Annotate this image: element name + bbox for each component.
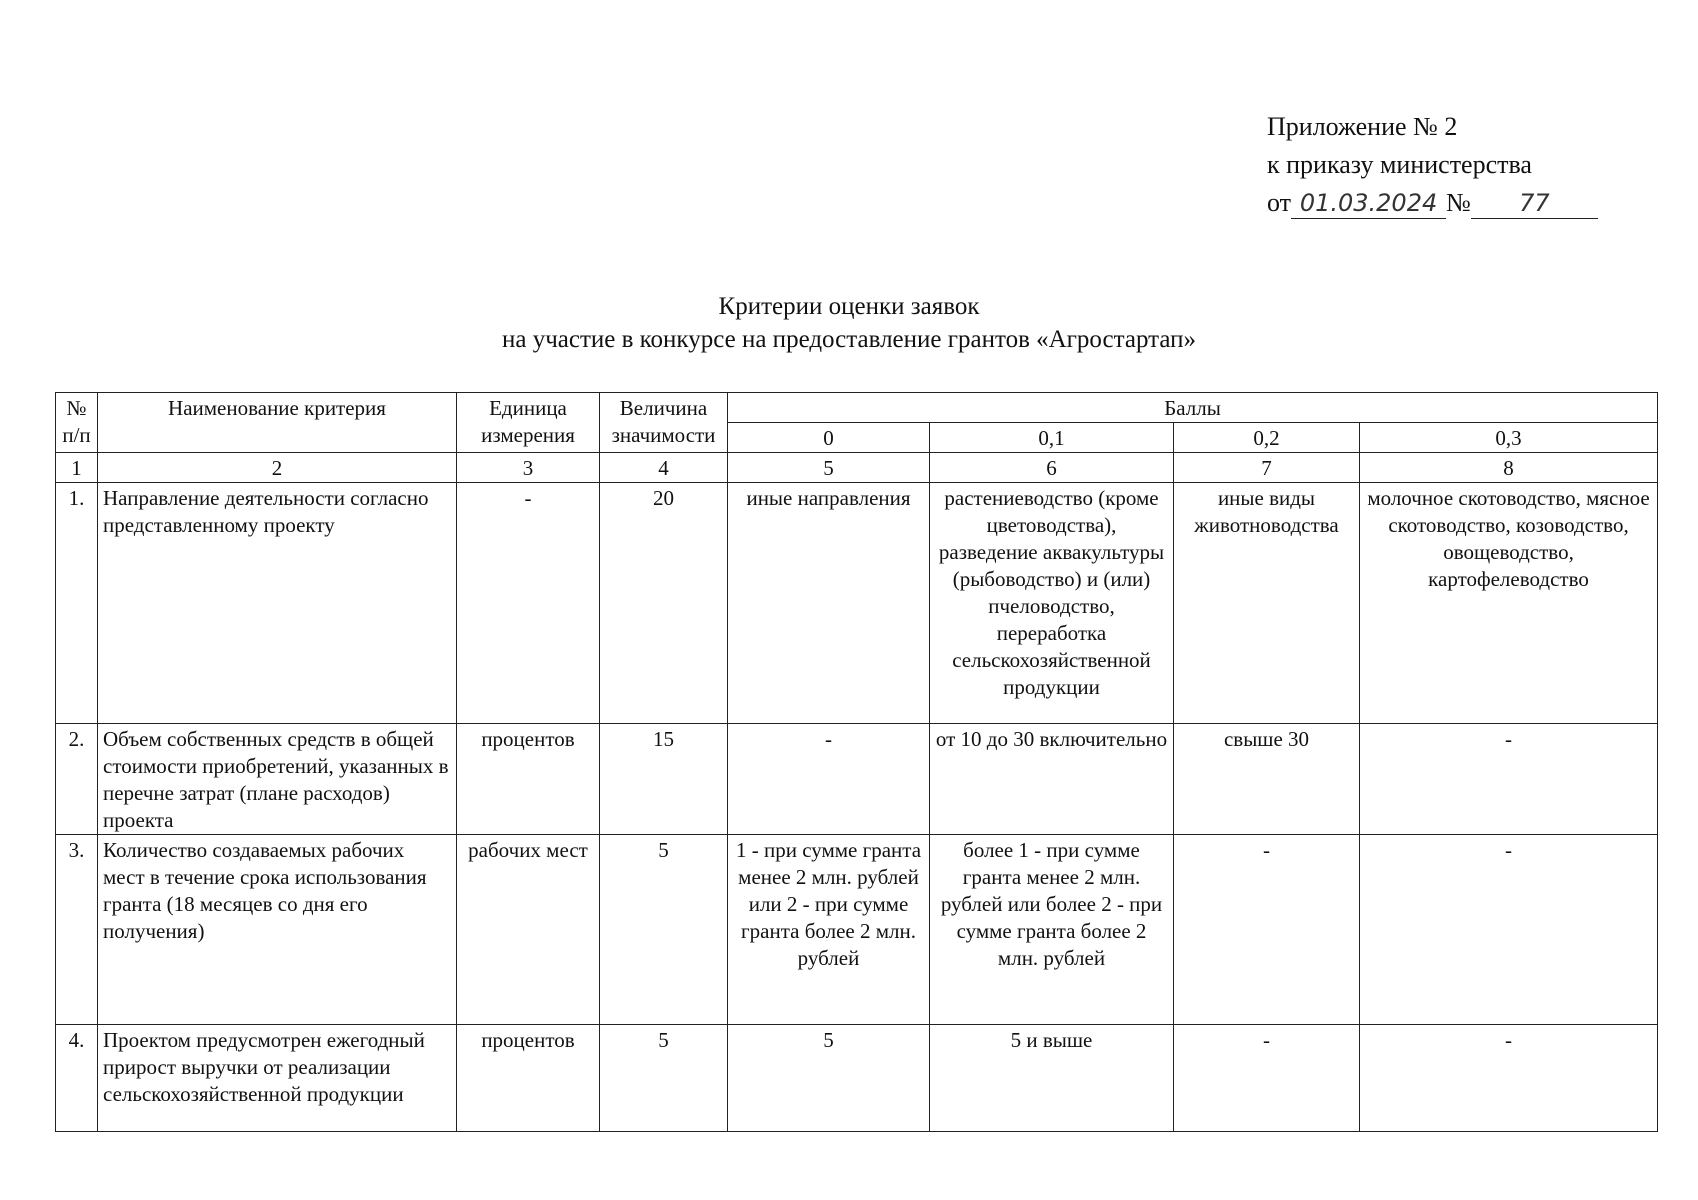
header-number: № п/п	[56, 393, 98, 453]
column-number: 3	[457, 453, 600, 483]
from-label: от	[1267, 188, 1292, 217]
document-title	[0, 290, 1698, 356]
points-01-cell: растениеводство (кроме цветоводства), разведение аквакультуры (рыбоводство) и (или) пчеловодство, переработка сельскохозяйственной продукции	[930, 483, 1174, 724]
table-header-row	[56, 393, 1658, 423]
unit-cell: рабочих мест	[457, 835, 600, 1025]
points-01-cell: более 1 - при сумме гранта менее 2 млн. рублей или более 2 - при сумме гранта более 2 млн. рублей	[930, 835, 1174, 1025]
unit-cell: процентов	[457, 724, 600, 835]
handwritten-number: 77	[1471, 188, 1598, 219]
points-03-cell: -	[1360, 1025, 1658, 1132]
header-points: Баллы	[728, 393, 1658, 423]
table-row	[56, 724, 1658, 835]
title-line-1: Критерии оценки заявок	[718, 293, 980, 320]
points-02-cell: -	[1174, 835, 1360, 1025]
row-number: 4.	[56, 1025, 98, 1132]
column-number: 7	[1174, 453, 1360, 483]
points-01-cell: от 10 до 30 включительно	[930, 724, 1174, 835]
header-significance: Величина значимости	[600, 393, 728, 453]
attachment-block	[1267, 108, 1627, 222]
significance-cell: 5	[600, 1025, 728, 1132]
header-points-01: 0,1	[930, 423, 1174, 453]
significance-cell: 15	[600, 724, 728, 835]
points-02-cell: иные виды животноводства	[1174, 483, 1360, 724]
criterion-name: Количество создаваемых рабочих мест в течение срока использования гранта (18 месяцев со дня его получения)	[98, 835, 457, 1025]
points-01-cell: 5 и выше	[930, 1025, 1174, 1132]
points-02-cell: свыше 30	[1174, 724, 1360, 835]
points-03-cell: -	[1360, 835, 1658, 1025]
points-0-cell: -	[728, 724, 930, 835]
header-points-03: 0,3	[1360, 423, 1658, 453]
column-number: 1	[56, 453, 98, 483]
significance-cell: 20	[600, 483, 728, 724]
table-row	[56, 1025, 1658, 1132]
header-points-02: 0,2	[1174, 423, 1360, 453]
header-unit: Единица измерения	[457, 393, 600, 453]
attachment-title: Приложение № 2	[1267, 112, 1458, 141]
handwritten-date: 01.03.2024	[1291, 188, 1446, 219]
points-0-cell: 5	[728, 1025, 930, 1132]
column-number: 8	[1360, 453, 1658, 483]
column-number: 5	[728, 453, 930, 483]
unit-cell: -	[457, 483, 600, 724]
unit-cell: процентов	[457, 1025, 600, 1132]
attachment-date-number-line	[1267, 184, 1627, 222]
header-criterion: Наименование критерия	[98, 393, 457, 453]
table-row	[56, 835, 1658, 1025]
row-number: 2.	[56, 724, 98, 835]
points-0-cell: 1 - при сумме гранта менее 2 млн. рублей или 2 - при сумме гранта более 2 млн. рублей	[728, 835, 930, 1025]
column-number: 4	[600, 453, 728, 483]
points-03-cell: молочное скотоводство, мясное скотоводство, козоводство, овощеводство, картофелеводство	[1360, 483, 1658, 724]
column-number-row	[56, 453, 1658, 483]
number-label: №	[1446, 188, 1471, 217]
header-points-0: 0	[728, 423, 930, 453]
criterion-name: Объем собственных средств в общей стоимости приобретений, указанных в перечне затрат (плане расходов) проекта	[98, 724, 457, 835]
points-02-cell: -	[1174, 1025, 1360, 1132]
points-0-cell: иные направления	[728, 483, 930, 724]
significance-cell: 5	[600, 835, 728, 1025]
row-number: 1.	[56, 483, 98, 724]
row-number: 3.	[56, 835, 98, 1025]
column-number: 6	[930, 453, 1174, 483]
column-number: 2	[98, 453, 457, 483]
title-line-2: на участие в конкурсе на предоставление грантов «Агростартап»	[501, 326, 1197, 353]
points-03-cell: -	[1360, 724, 1658, 835]
table-row	[56, 483, 1658, 724]
criterion-name: Направление деятельности согласно представленному проекту	[98, 483, 457, 724]
criterion-name: Проектом предусмотрен ежегодный прирост выручки от реализации сельскохозяйственной продукции	[98, 1025, 457, 1132]
attachment-order-ref: к приказу министерства	[1267, 150, 1532, 179]
criteria-table	[55, 392, 1658, 1132]
